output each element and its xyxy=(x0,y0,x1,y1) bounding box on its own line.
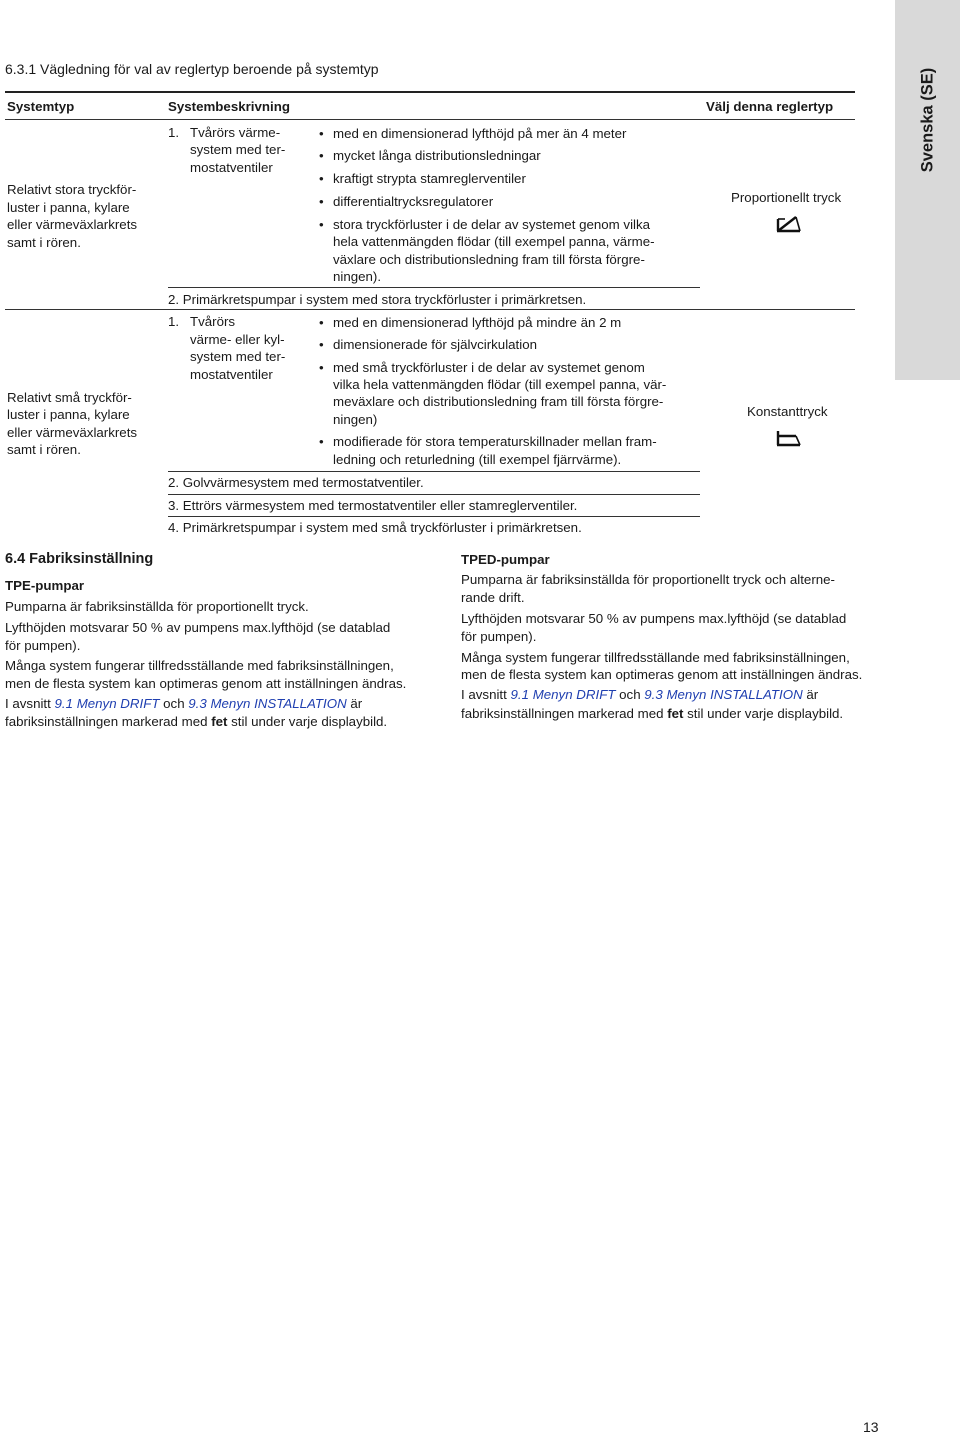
language-tab xyxy=(895,0,960,380)
tpe-p4-text-a: I avsnitt xyxy=(5,696,55,711)
header-systemtyp: Systemtyp xyxy=(7,99,75,114)
row1-item1-name-line1: Tvårörs värme- xyxy=(190,125,281,140)
tpe-p2-line2: för pumpen). xyxy=(5,638,81,653)
header-bottom-rule xyxy=(5,119,855,120)
tped-p4-text-d: fabriksinställningen markerad med xyxy=(461,706,668,721)
tped-p4-line1 xyxy=(461,686,818,703)
row1-systemtyp-line4: samt i rören. xyxy=(7,235,81,250)
row2-item1-number: 1. xyxy=(168,314,180,329)
tpe-p4-text-b: och xyxy=(159,696,189,711)
language-tab-label: Svenska (SE) xyxy=(918,67,937,173)
row1-control-type: Proportionellt tryck xyxy=(731,190,842,205)
tpe-p4-text-c: är xyxy=(346,696,363,711)
tpe-p3-line2: men de flesta system kan optimeras genom att inställningen ändras. xyxy=(5,676,407,691)
tpe-p2-line1: Lyfthöjden motsvarar 50 % av pumpens max.lyfthöjd (se datablad xyxy=(5,620,391,635)
tpe-p4-text-d: fabriksinställningen markerad med xyxy=(5,714,212,729)
row1-bullet-4: • differentialtrycksregulatorer xyxy=(333,193,493,210)
row2-systemtyp-line4: samt i rören. xyxy=(7,442,81,457)
row2-bullet-3-line3: meväxlare och distributionsledning fram till första förgre- xyxy=(333,394,664,409)
row1-systemtyp-line2: luster i panna, kylare xyxy=(7,200,130,215)
tpe-p1: Pumparna är fabriksinställda för proportionellt tryck. xyxy=(5,599,309,614)
row2-item-rule-3 xyxy=(168,516,700,517)
row2-bullet-1: • med en dimensionerad lyfthöjd på mindre än 2 m xyxy=(333,314,621,331)
table-top-rule xyxy=(5,91,855,93)
row2-bullet-4: • modifierade för stora temperaturskillnader mellan fram- xyxy=(333,433,657,450)
row1-item1-name-line3: mostatventiler xyxy=(190,160,273,175)
link-menu-installation[interactable]: 9.3 Menyn INSTALLATION xyxy=(188,696,347,711)
row2-bullet-4-line2: ledning och returledning (till exempel fjärrvärme). xyxy=(333,452,622,467)
row1-bullet-1: • med en dimensionerad lyfthöjd på mer än 4 meter xyxy=(333,125,626,142)
row1-item-rule xyxy=(168,287,700,288)
row1-bullet-2: • mycket långa distributionsledningar xyxy=(333,147,541,164)
tped-p4-bold: fet xyxy=(667,706,684,721)
row2-item-rule-1 xyxy=(168,471,700,472)
row2-item1-name-line2: värme- eller kyl- xyxy=(190,332,285,347)
tpe-p4-bold: fet xyxy=(211,714,228,729)
row2-item1-name-line1: Tvårörs xyxy=(190,314,236,329)
row2-systemtyp-line3: eller värmeväxlarkrets xyxy=(7,425,138,440)
link-menu-drift-2[interactable]: 9.1 Menyn DRIFT xyxy=(510,687,616,702)
row2-item3: 3. Ettrörs värmesystem med termostatventiler eller stamreglerventiler. xyxy=(168,498,578,513)
row1-bullet-5: • stora tryckförluster i de delar av systemet genom vilka xyxy=(333,216,650,233)
tpe-p4-line1 xyxy=(5,695,362,712)
row2-item1-name-line4: mostatventiler xyxy=(190,367,273,382)
row2-item-rule-2 xyxy=(168,494,700,495)
header-systembeskrivning: Systembeskrivning xyxy=(168,99,290,114)
tped-p4-line2 xyxy=(461,705,843,722)
row1-bullet-3: • kraftigt strypta stamreglerventiler xyxy=(333,170,526,187)
page-number: 13 xyxy=(863,1419,879,1435)
tpe-p3-line1: Många system fungerar tillfredsställande med fabriksinställningen, xyxy=(5,658,394,673)
row1-bullet-5-line4: ningen). xyxy=(333,269,382,284)
tped-p2-line2: för pumpen). xyxy=(461,629,537,644)
row2-bullet-2: • dimensionerade för självcirkulation xyxy=(333,336,537,353)
row1-item1-number: 1. xyxy=(168,125,180,140)
row2-item4: 4. Primärkretspumpar i system med små tryckförluster i primärkretsen. xyxy=(168,520,582,535)
row2-bullet-3-line4: ningen) xyxy=(333,412,378,427)
link-menu-installation-2[interactable]: 9.3 Menyn INSTALLATION xyxy=(644,687,803,702)
tped-p4-text-e: stil under varje displaybild. xyxy=(683,706,844,721)
tped-p4-text-b: och xyxy=(615,687,645,702)
tped-p3-line1: Många system fungerar tillfredsställande med fabriksinställningen, xyxy=(461,650,850,665)
row2-item1-name-line3: system med ter- xyxy=(190,349,286,364)
tped-p1-line1: Pumparna är fabriksinställda för proportionellt tryck och alterne- xyxy=(461,572,835,587)
section-title: 6.3.1 Vägledning för val av reglertyp beroende på systemtyp xyxy=(5,61,379,77)
row2-systemtyp-line2: luster i panna, kylare xyxy=(7,407,130,422)
tped-p3-line2: men de flesta system kan optimeras genom att inställningen ändras. xyxy=(461,667,863,682)
row1-bullet-5-line3: växlare och distributionsledning fram till första förgre- xyxy=(333,252,645,267)
row1-bullet-5-line2: hela vattenmängden flödar (till exempel panna, värme- xyxy=(333,234,655,249)
factory-title: 6.4 Fabriksinställning xyxy=(5,551,154,567)
link-menu-drift[interactable]: 9.1 Menyn DRIFT xyxy=(54,696,160,711)
tped-p2-line1: Lyfthöjden motsvarar 50 % av pumpens max.lyfthöjd (se datablad xyxy=(461,611,847,626)
tped-p1-line2: rande drift. xyxy=(461,590,525,605)
row1-systemtyp-line3: eller värmeväxlarkrets xyxy=(7,217,138,232)
constant-pressure-icon xyxy=(773,428,805,450)
tpe-heading: TPE-pumpar xyxy=(5,578,85,593)
tpe-p4-line2 xyxy=(5,713,387,730)
tped-heading: TPED-pumpar xyxy=(461,552,550,567)
proportional-pressure-icon xyxy=(773,214,805,236)
tped-p4-text-c: är xyxy=(802,687,819,702)
row1-item1-name-line2: system med ter- xyxy=(190,142,286,157)
row-divider xyxy=(5,309,855,310)
header-val: Välj denna reglertyp xyxy=(706,99,834,114)
row2-bullet-3: • med små tryckförluster i de delar av systemet genom xyxy=(333,359,645,376)
row2-item2: 2. Golvvärmesystem med termostatventiler. xyxy=(168,475,424,490)
tpe-p4-text-e: stil under varje displaybild. xyxy=(227,714,388,729)
row2-systemtyp-line1: Relativt små tryckför- xyxy=(7,390,132,405)
row2-control-type: Konstanttryck xyxy=(747,404,828,419)
row1-systemtyp-line1: Relativt stora tryckför- xyxy=(7,182,137,197)
row2-bullet-3-line2: vilka hela vattenmängden flödar (till exempel panna, vär- xyxy=(333,377,667,392)
row1-item2: 2. Primärkretspumpar i system med stora tryckförluster i primärkretsen. xyxy=(168,292,587,307)
tped-p4-text-a: I avsnitt xyxy=(461,687,511,702)
